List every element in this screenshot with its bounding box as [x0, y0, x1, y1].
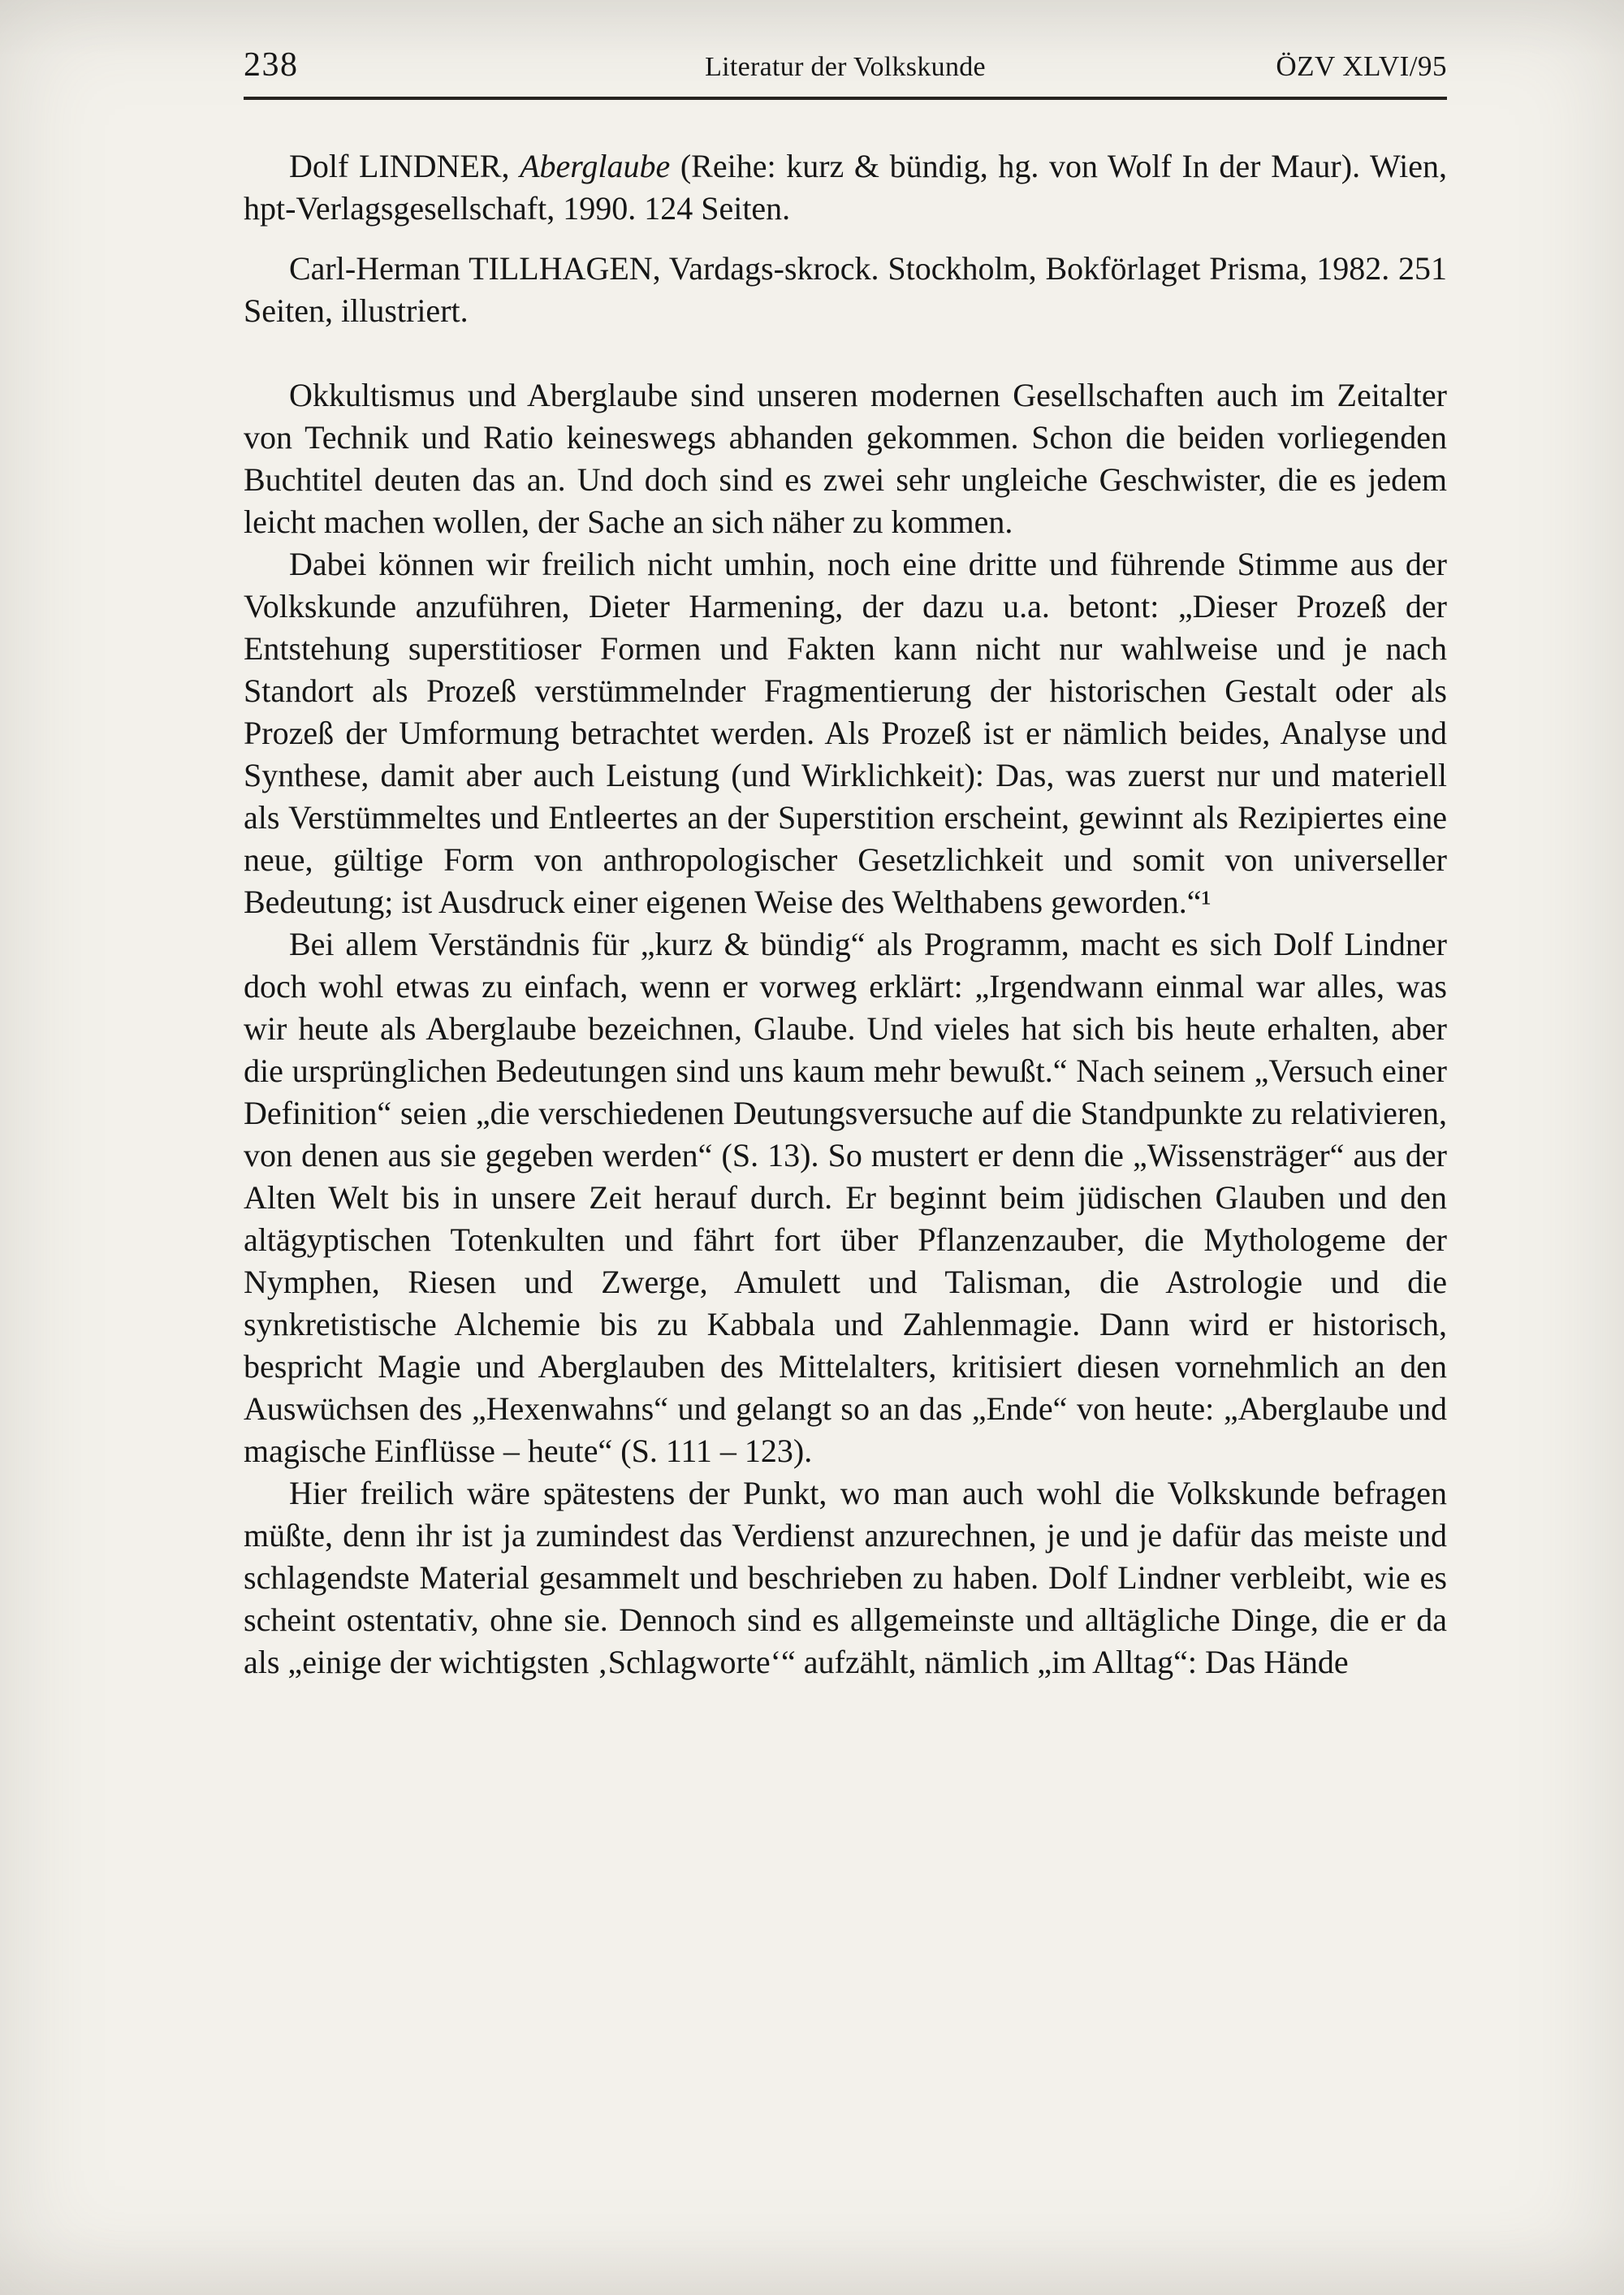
review-paragraph-1: Okkultismus und Aberglaube sind unseren modernen Gesellschaften auch im Zeitalter von Technik und Ratio keineswegs abhanden gekommen. Schon die beiden vorliegenden Buchtitel deuten das an. Und doch sind es zwei sehr ungleiche Geschwister, die es jedem leicht machen wollen, der Sache an sich näher zu kommen.	[244, 377, 1447, 540]
journal-reference: ÖZV XLVI/95	[1276, 50, 1447, 82]
bibliography-entry-lindner: Dolf LINDNER, Aberglaube (Reihe: kurz & bündig, hg. von Wolf In der Maur). Wien, hpt-Verlagsgesellschaft, 1990. 124 Seiten.	[244, 148, 1447, 227]
header-rule	[244, 97, 1447, 100]
review-paragraph-2: Dabei können wir freilich nicht umhin, noch eine dritte und führende Stimme aus der Volkskunde anzuführen, Dieter Harmening, der dazu u.a. betont: „Dieser Prozeß der Entstehung superstitioser Formen und Fakten kann nicht nur wahlweise und je nach Standort als Prozeß verstümmelnder Fragmentierung der historischen Gestalt oder als Prozeß der Umformung betrachtet werden. Als Prozeß ist er nämlich beides, Analyse und Synthese, damit aber auch Leistung (und Wirklichkeit): Das, was zuerst nur und materiell als Verstümmeltes und Entleertes an der Superstition erscheint, gewinnt als Rezipiertes eine neue, gültige Form von anthropologischer Gesetzlichkeit und somit von universeller Bedeutung; ist Ausdruck einer eigenen Weise des Welthabens geworden.“¹	[244, 546, 1447, 920]
bibliography-entry-tillhagen: Carl-Herman TILLHAGEN, Vardags-skrock. Stockholm, Bokförlaget Prisma, 1982. 251 Seiten, illustriert.	[244, 250, 1447, 329]
running-header	[244, 45, 1447, 84]
review-text	[244, 374, 1447, 1683]
page-number: 238	[244, 46, 299, 84]
page-content	[244, 45, 1447, 1683]
section-title: Literatur der Volkskunde	[705, 52, 986, 82]
review-paragraph-4: Hier freilich wäre spätestens der Punkt, wo man auch wohl die Volkskunde befragen müßte, denn ihr ist ja zumindest das Verdienst anzurechnen, je und je dafür das meiste und schlagendste Material gesammelt und beschrieben zu haben. Dolf Lindner verbleibt, wie es scheint ostentativ, ohne sie. Dennoch sind es allgemeinste und alltägliche Dinge, die er da als „einige der wichtigsten ‚Schlagworte‘“ aufzählt, nämlich „im Alltag“: Das Hände	[244, 1475, 1447, 1680]
review-paragraph-3: Bei allem Verständnis für „kurz & bündig“ als Programm, macht es sich Dolf Lindner doch wohl etwas zu einfach, wenn er vorweg erklärt: „Irgendwann einmal war alles, was wir heute als Aberglaube bezeichnen, Glaube. Und vieles hat sich bis heute erhalten, aber die ursprünglichen Bedeutungen sind uns kaum mehr bewußt.“ Nach seinem „Versuch einer Definition“ seien „die verschiedenen Deutungsversuche auf die Standpunkte zu relativieren, von denen aus sie gegeben werden“ (S. 13). So mustert er denn die „Wissensträger“ aus der Alten Welt bis in unsere Zeit herauf durch. Er beginnt beim jüdischen Glauben und den altägyptischen Totenkulten und fährt fort über Pflanzenzauber, die Mythologeme der Nymphen, Riesen und Zwerge, Amulett und Talisman, die Astrologie und die synkretistische Alchemie bis zu Kabbala und Zahlenmagie. Dann wird er historisch, bespricht Magie und Aberglauben des Mittelalters, kritisiert diesen vornehmlich an den Auswüchsen des „Hexenwahns“ und gelangt so an das „Ende“ von heute: „Aberglaube und magische Einflüsse – heute“ (S. 111 – 123).	[244, 926, 1447, 1469]
